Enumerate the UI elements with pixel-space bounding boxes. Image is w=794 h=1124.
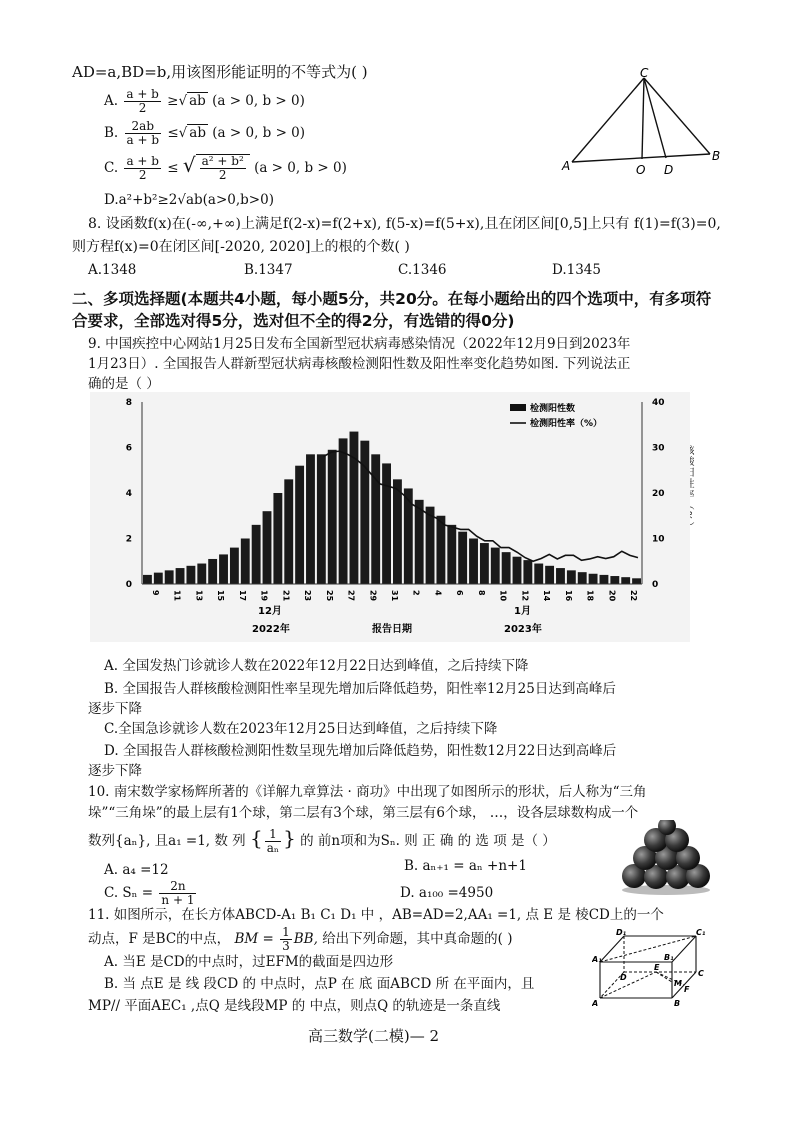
x-tick: 9: [150, 589, 160, 596]
bar-positive-count: [610, 576, 619, 584]
cube-label-a1: A₁: [592, 955, 602, 964]
cube-label-b: B: [674, 999, 681, 1008]
triangle-segment-co: [642, 78, 644, 159]
x-tick: 22: [629, 590, 639, 602]
cube-label-d: D: [620, 973, 627, 982]
legend-label-count: 检测阳性数: [530, 404, 576, 414]
bar-positive-count: [186, 566, 195, 584]
bar-positive-count: [578, 572, 587, 584]
q11-line2: 动点，F 是BC的中点， BM = $\frac{1}{3}$ BB, 给出下列命题，其中真命题的( ): [88, 925, 513, 953]
q10-reciprocal-fraction: $\frac{1}{\text{aₙ}}$: [266, 827, 280, 855]
q8-line1: 8. 设函数f(x)在(-∞,+∞)上满足f(2-x)=f(2+x), f(5-x)=f(5+x),且在闭区间[0,5]上只有 f(1)=f(3)=0,: [88, 216, 721, 232]
q9-line3: 确的是（ ）: [88, 376, 160, 392]
x-tick: 27: [346, 590, 356, 602]
y-tick-right: 40: [652, 398, 665, 408]
q11-option-b-line2: MP// 平面AEC₁ ,点Q 是线段MP 的 中点，则点Q 的轨迹是一条直线: [88, 998, 501, 1014]
bar-positive-count: [165, 570, 174, 584]
q11-line1: 11. 如图所示，在长方体ABCD-A₁ B₁ C₁ D₁ 中 ，AB=AD=2,AA₁ =1, 点 E 是 棱CD上的一个: [88, 907, 664, 923]
bar-positive-count: [176, 568, 185, 584]
x-tick: 13: [194, 589, 204, 602]
x-tick: 29: [368, 590, 378, 602]
bar-positive-count: [382, 463, 391, 584]
q9-option-b-line1: B. 全国报告人群核酸检测阳性率呈现先增加后降低趋势，阳性率12月25日达到高峰后: [104, 681, 616, 697]
q7-a-fraction: $\frac{a + b}{2}$: [126, 87, 159, 115]
x-tick: 31: [390, 590, 399, 602]
bar-positive-count: [436, 516, 445, 584]
cube-label-b1: B₁: [664, 953, 674, 962]
bar-positive-count: [567, 570, 576, 584]
q9-option-c: C.全国急诊就诊人数在2023年12月25日达到峰值，之后持续下降: [104, 721, 498, 737]
label-o: O: [636, 163, 646, 177]
month-label-jan: 1月: [514, 606, 531, 617]
bar-positive-count: [317, 454, 326, 584]
q11-option-b-line1: B. 当 点E 是 线 段CD 的 中点时，点P 在 底 面ABCD 所 在平面内，且: [104, 976, 535, 992]
x-tick: 14: [542, 590, 552, 602]
q9-option-a: A. 全国发热门诊就诊人数在2022年12月22日达到峰值，之后持续下降: [104, 658, 529, 674]
legend-label-rate: 检测阳性率（%）: [530, 419, 603, 429]
bar-positive-count: [328, 450, 337, 584]
cube-label-d1: D₁: [616, 928, 627, 937]
cube-label-c1: C₁: [696, 928, 706, 937]
y-tick-right: 10: [652, 534, 665, 545]
bar-positive-count: [545, 566, 554, 584]
y-tick-right: 0: [652, 580, 659, 590]
bar-positive-count: [219, 554, 228, 584]
x-tick: 11: [172, 589, 182, 602]
x-tick: 8: [476, 589, 486, 596]
q10-option-d: D. a₁₀₀ =4950: [400, 885, 494, 901]
cube-label-c: C: [698, 969, 704, 978]
q7-option-b: B. $\frac{2ab}{a + b}$ ≤√ ab (a > 0, b > 0): [104, 119, 306, 147]
bar-positive-count: [252, 525, 261, 584]
q8-option-d: D.1345: [552, 262, 601, 278]
bar-positive-count: [469, 539, 478, 585]
section-2-heading-line2: 合要求，全部选对得5分，选对但不全的得2分，有选错的得0分): [72, 312, 515, 330]
year-label-2022: 2022年: [252, 624, 290, 635]
q10-line2: 垛”“三角垛”的最上层有1个球，第二层有3个球，第三层有6个球， …，设各层球数构成一个: [88, 805, 639, 821]
bar-positive-count: [632, 578, 641, 584]
q7-option-c: C. $\frac{a + b}{2}$ ≤ √ $\frac{\text{a² + b²}}{2}$ (a > 0, b > 0): [104, 153, 347, 182]
q8-option-b: B.1347: [244, 262, 293, 278]
triangle-side-ac: [572, 78, 644, 162]
y-tick-left: 8: [125, 398, 132, 408]
bar-positive-count: [208, 559, 217, 584]
q7-stem: AD=a,BD=b,用该图形能证明的不等式为( ): [72, 63, 368, 81]
bar-positive-count: [502, 552, 511, 584]
covid-chart: [90, 392, 690, 642]
cuboid-figure: [592, 926, 722, 1008]
bar-positive-count: [513, 557, 522, 584]
q9-line2: 1月23日）. 全国报告人群新型冠状病毒核酸检测阳性数及阳性率变化趋势如图. 下列说法正: [88, 356, 631, 372]
x-tick: 21: [281, 590, 291, 602]
bar-positive-count: [426, 507, 435, 584]
q9-option-d-line1: D. 全国报告人群核酸检测阳性数呈现先增加后降低趋势，阳性数12月22日达到高峰后: [104, 743, 617, 759]
x-tick: 18: [585, 590, 595, 602]
x-tick: 15: [216, 589, 226, 602]
q11-one-third: $\frac{1}{3}$: [282, 925, 290, 953]
bar-positive-count: [350, 432, 359, 584]
y-tick-left: 0: [125, 580, 132, 590]
x-tick: 4: [433, 589, 443, 596]
q9-option-d-line2: 逐步下降: [88, 763, 142, 779]
x-axis-label: 报告日期: [372, 624, 412, 635]
q7-c-fraction: $\frac{a + b}{2}$: [126, 154, 159, 182]
bar-positive-count: [295, 466, 304, 584]
y-tick-left: 4: [125, 489, 132, 499]
bar-positive-count: [263, 511, 272, 584]
label-a: A: [562, 159, 571, 173]
y-tick-right: 30: [652, 443, 665, 454]
q7-option-d: D.a²+b²≥2√ab(a>0,b>0): [104, 192, 274, 208]
x-tick: 25: [324, 590, 334, 602]
bar-positive-count: [339, 438, 348, 584]
bar-positive-count: [230, 548, 239, 584]
bar-positive-count: [273, 493, 282, 584]
q10-c-fraction: $\frac{2n}{n + 1}$: [161, 879, 195, 907]
legend-bar-swatch: [510, 404, 526, 411]
section-2-heading-line1: 二、多项选择题(本题共4小题，每小题5分，共20分。在每小题给出的四个选项中，有多项符: [72, 290, 712, 308]
bar-positive-count: [491, 548, 500, 584]
x-tick: 10: [498, 589, 508, 602]
q10-line3: 数列{aₙ}, 且a₁ =1, 数 列 { $\frac{1}{\text{aₙ}}$ } 的 前n项和为Sₙ. 则 正 确 的 选 项 是（ ）: [88, 826, 556, 855]
q9-line1: 9. 中国疾控中心网站1月25日发布全国新型冠状病毒感染情况（2022年12月9日到2023年: [88, 336, 631, 352]
y-tick-right: 20: [652, 489, 665, 499]
q10-option-c: C. Sₙ = $\frac{2n}{n + 1}$: [104, 879, 195, 907]
q11-option-a: A. 当E 是CD的中点时，过EFM的截面是四边形: [104, 954, 394, 970]
x-tick: 2: [411, 589, 421, 596]
bar-positive-count: [523, 560, 532, 584]
bar-positive-count: [600, 575, 609, 584]
y-tick-left: 2: [125, 534, 132, 545]
x-tick: 17: [237, 589, 247, 602]
bar-positive-count: [197, 564, 206, 584]
triangle-figure: [558, 64, 728, 182]
q7-c-radicand: $\frac{\text{a² + b²}}{2}$: [201, 154, 244, 182]
bar-positive-count: [306, 454, 315, 584]
bar-positive-count: [241, 539, 250, 585]
q9-option-b-line2: 逐步下降: [88, 701, 142, 717]
q8-option-c: C.1346: [398, 262, 447, 278]
month-label-dec: 12月: [258, 606, 282, 617]
x-tick: 23: [303, 590, 313, 602]
bar-positive-count: [556, 568, 565, 584]
label-c: C: [640, 66, 649, 80]
x-tick: 6: [455, 589, 465, 596]
ball-pile-image: [620, 820, 712, 896]
bar-positive-count: [415, 500, 424, 584]
q10-option-b: B. aₙ₊₁ = aₙ +n+1: [404, 858, 527, 874]
label-d: D: [664, 163, 674, 177]
bar-positive-count: [360, 441, 369, 584]
cube-label-e: E: [654, 963, 660, 972]
x-tick: 16: [563, 590, 573, 602]
q8-option-a: A.1348: [88, 262, 137, 278]
bar-positive-count: [284, 479, 293, 584]
bar-positive-count: [393, 479, 402, 584]
year-label-2023: 2023年: [504, 624, 542, 635]
q10-line1: 10. 南宋数学家杨辉所著的《详解九章算法 · 商功》中出现了如图所示的形状，后人称为“三角: [88, 784, 647, 800]
bar-positive-count: [154, 573, 163, 584]
q7-option-a: A. $\frac{a + b}{2}$ ≥√ ab (a > 0, b > 0): [104, 87, 305, 115]
bar-positive-count: [458, 532, 467, 584]
triangle-base-ab: [572, 154, 710, 162]
x-tick: 12: [520, 590, 530, 602]
bar-positive-count: [589, 574, 598, 584]
cube-label-a: A: [592, 999, 599, 1008]
bar-positive-count: [447, 525, 456, 584]
cube-label-m: M: [674, 979, 682, 988]
y-tick-left: 6: [125, 443, 132, 454]
bar-positive-count: [480, 543, 489, 584]
q7-b-fraction: $\frac{2ab}{a + b}$: [126, 119, 160, 147]
bar-positive-count: [371, 454, 380, 584]
q8-line2: 则方程f(x)=0在闭区间[-2020, 2020]上的根的个数( ): [72, 239, 410, 255]
x-tick: 19: [259, 589, 269, 602]
page-footer: 高三数学(二模)— 2: [308, 1027, 440, 1045]
cube-label-f: F: [684, 985, 690, 994]
bar-positive-count: [534, 564, 543, 584]
x-tick: 20: [607, 590, 617, 602]
q10-option-a: A. a₄ =12: [104, 862, 169, 878]
bar-positive-count: [143, 575, 152, 584]
label-b: B: [712, 149, 721, 163]
bar-positive-count: [621, 577, 630, 584]
